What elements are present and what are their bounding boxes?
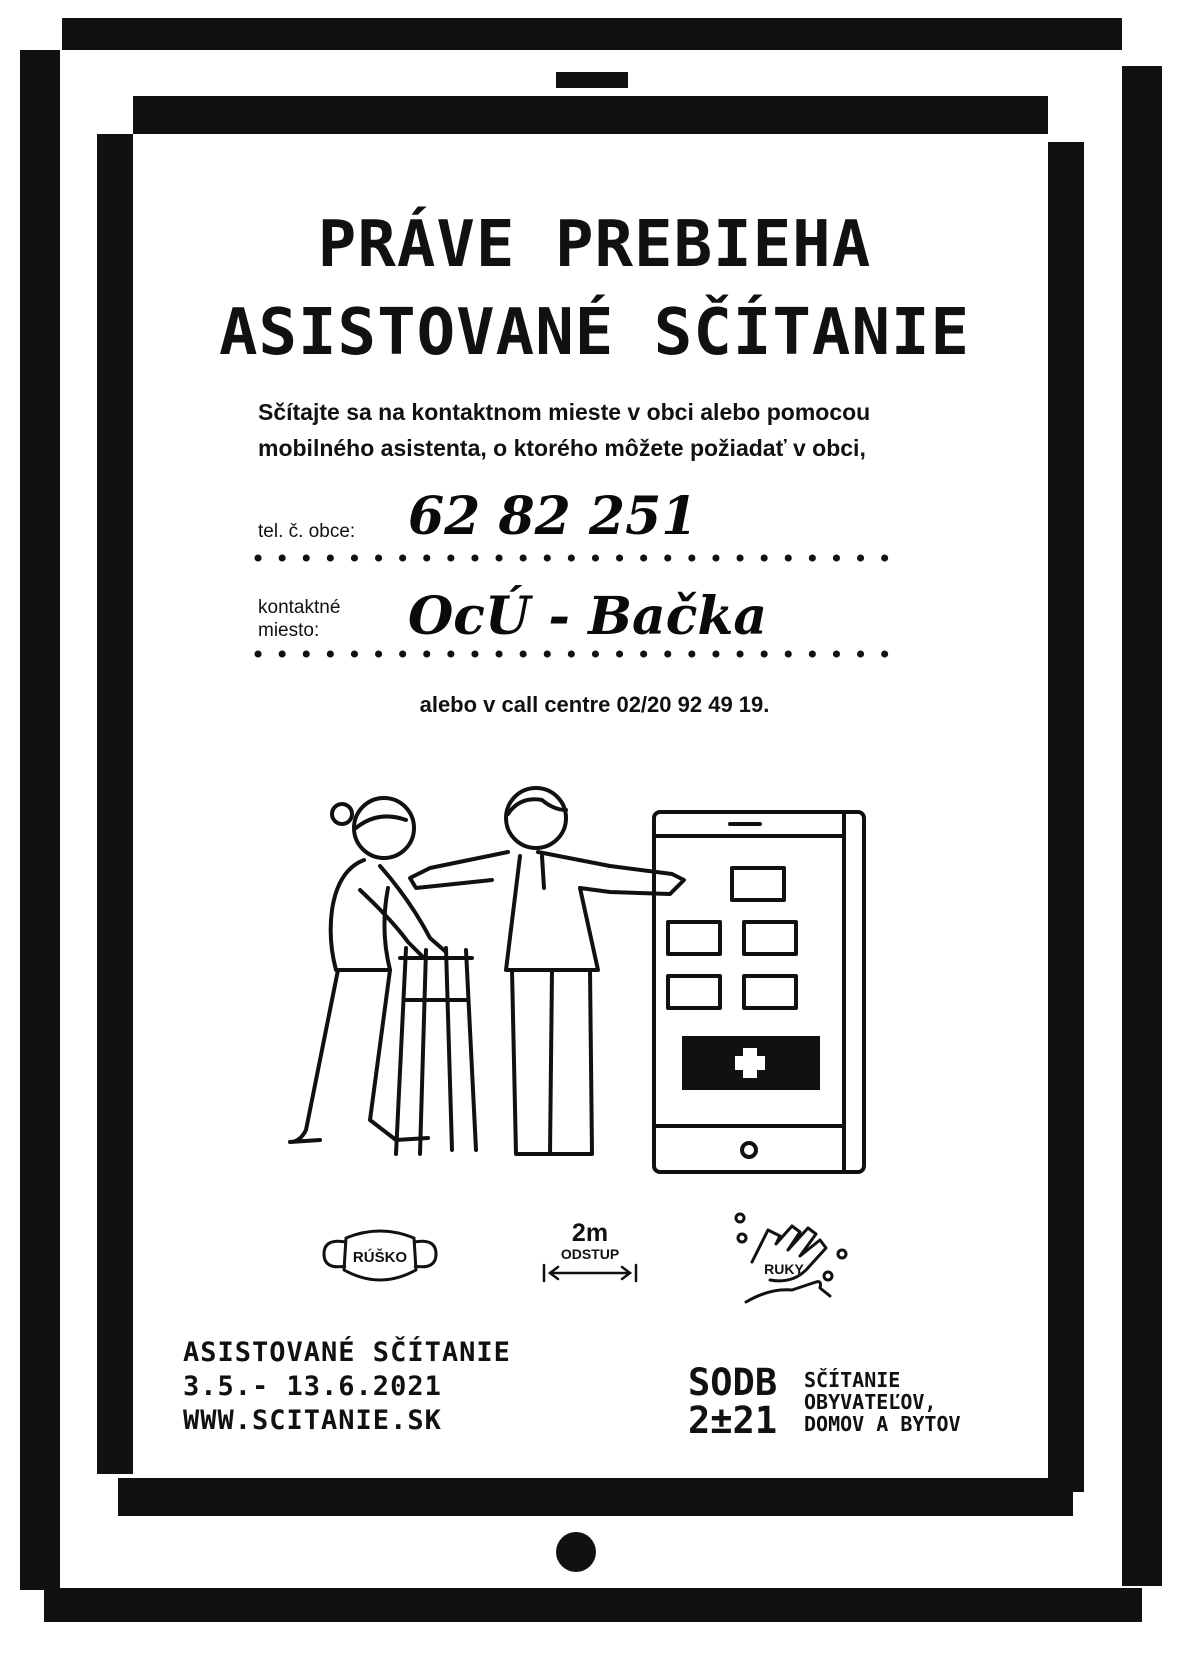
logo-text-line2: OBYVATEĽOV, bbox=[804, 1390, 937, 1414]
distance-label: ODSTUP bbox=[560, 1246, 620, 1262]
speaker-slot bbox=[556, 72, 628, 88]
phone-dotted-line bbox=[252, 552, 912, 564]
frame-bottom-inner bbox=[118, 1478, 1073, 1516]
frame-top-outer bbox=[62, 18, 1122, 50]
distance-value: 2m bbox=[571, 1219, 609, 1247]
logo-text-line1: SČÍTANIE bbox=[804, 1368, 901, 1392]
distance-icon bbox=[540, 1220, 640, 1300]
phone-handwritten-value: 62 82 251 bbox=[408, 486, 698, 547]
frame-right-outer bbox=[1122, 66, 1162, 1586]
logo-sodb: SODB bbox=[688, 1361, 778, 1404]
people-illustration bbox=[280, 770, 740, 1170]
headline-line1: PRÁVE PREBIEHA bbox=[317, 208, 872, 282]
intro-line1: Sčítajte sa na kontaktnom mieste v obci alebo pomocou bbox=[258, 399, 871, 425]
mask-label: RÚŠKO bbox=[352, 1249, 408, 1266]
contact-label-line2: miesto: bbox=[258, 620, 320, 641]
footer-title: ASISTOVANÉ SČÍTANIE bbox=[183, 1337, 511, 1368]
frame-bottom-outer bbox=[44, 1588, 1142, 1622]
phone-label: tel. č. obce: bbox=[258, 521, 356, 542]
call-centre-text: alebo v call centre 02/20 92 49 19. bbox=[419, 692, 770, 717]
intro-line2: mobilného asistenta, o ktorého môžete požiadať v obci, bbox=[258, 435, 866, 461]
hand-wash-icon bbox=[730, 1210, 850, 1310]
footer-website: WWW.SCITANIE.SK bbox=[183, 1405, 442, 1436]
logo-year: 2±21 bbox=[688, 1399, 778, 1442]
frame-top-inner bbox=[133, 96, 1048, 134]
headline-line2: ASISTOVANÉ SČÍTANIE bbox=[218, 296, 971, 370]
contact-dotted-line bbox=[252, 648, 912, 660]
contact-handwritten-value: OcÚ - Bačka bbox=[408, 586, 768, 647]
logo-text-line3: DOMOV A BYTOV bbox=[804, 1412, 961, 1436]
contact-label-line1: kontaktné bbox=[258, 597, 341, 618]
double-arrow-icon bbox=[540, 1262, 640, 1284]
mask-icon bbox=[318, 1222, 442, 1294]
home-button bbox=[556, 1532, 596, 1572]
footer-dates: 3.5.- 13.6.2021 bbox=[183, 1371, 442, 1402]
hands-label: RUKY bbox=[764, 1261, 804, 1277]
